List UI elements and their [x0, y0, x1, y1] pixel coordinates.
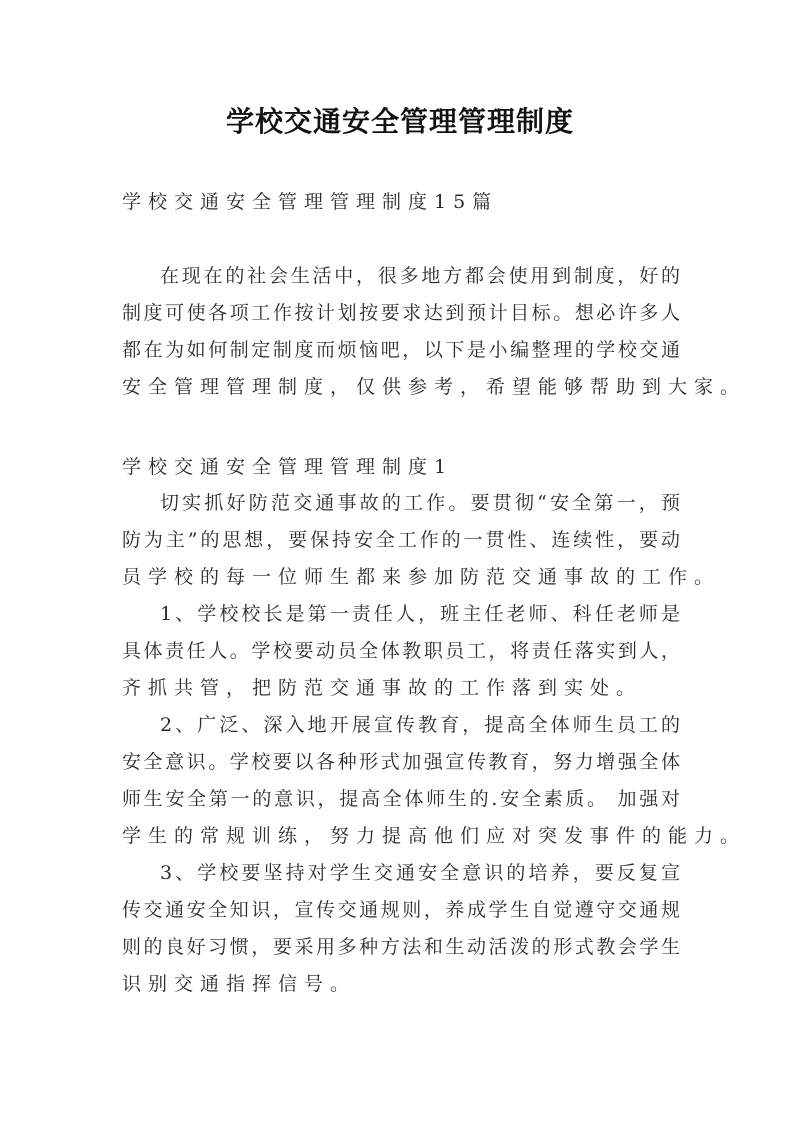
body-line: 师生安全第一的意识，提高全体师生的.安全素质。 加强对 — [122, 788, 680, 810]
body-line: 学生的常规训练，努力提高他们应对突发事件的能力。 — [122, 825, 747, 847]
body-line: 齐抓共管，把防范交通事故的工作落到实处。 — [122, 677, 643, 699]
body-line: 3、学校要坚持对学生交通安全意识的培养，要反复宣 — [160, 862, 680, 884]
section-heading: 学校交通安全管理管理制度1 — [122, 456, 454, 478]
intro-line: 都在为如何制定制度而烦恼吧，以下是小编整理的学校交通 — [122, 339, 680, 361]
body-line: 具体责任人。学校要动员全体教职员工，将责任落实到人， — [122, 640, 680, 662]
body-line: 防为主”的思想，要保持安全工作的一贯性、连续性，要动 — [122, 529, 680, 551]
body-line: 则的良好习惯，要采用多种方法和生动活泼的形式教会学生 — [122, 936, 680, 958]
intro-line: 安全管理管理制度，仅供参考，希望能够帮助到大家。 — [122, 376, 747, 398]
intro-line: 在现在的社会生活中，很多地方都会使用到制度，好的 — [160, 265, 680, 287]
document-subtitle: 学校交通安全管理管理制度15篇 — [122, 191, 499, 213]
document-title: 学校交通安全管理管理制度 — [225, 105, 574, 138]
body-line: 2、广泛、深入地开展宣传教育，提高全体师生员工的 — [160, 714, 680, 736]
body-line: 1、学校校长是第一责任人，班主任老师、科任老师是 — [160, 603, 680, 625]
body-line: 识别交通指挥信号。 — [122, 973, 357, 995]
intro-line: 制度可使各项工作按计划按要求达到预计目标。想必许多人 — [122, 302, 680, 324]
body-line: 传交通安全知识，宣传交通规则，养成学生自觉遵守交通规 — [122, 899, 680, 921]
body-line: 切实抓好防范交通事故的工作。要贯彻“安全第一，预 — [160, 492, 680, 514]
body-line: 员学校的每一位师生都来参加防范交通事故的工作。 — [122, 566, 721, 588]
body-line: 安全意识。学校要以各种形式加强宣传教育，努力增强全体 — [122, 751, 680, 773]
